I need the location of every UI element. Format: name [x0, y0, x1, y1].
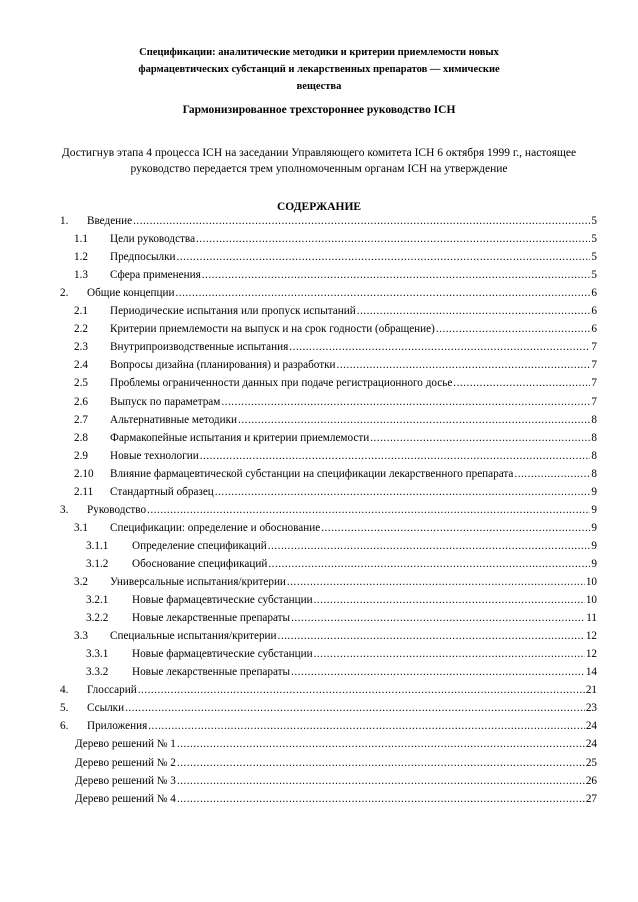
toc-entry-page: 9	[591, 485, 597, 498]
toc-entry-number: 3.	[60, 503, 69, 516]
toc-entry-page: 9	[591, 503, 597, 516]
toc-entry[interactable]	[75, 775, 597, 793]
toc-entry[interactable]	[86, 612, 597, 630]
toc-entry-title: Дерево решений № 3	[75, 774, 176, 787]
toc-entry-page: 21	[585, 684, 597, 697]
toc-leader-dots	[370, 432, 590, 444]
toc-entry[interactable]	[74, 414, 597, 432]
toc-entry-title: Внутрипроизводственные испытания	[110, 341, 289, 354]
intro-paragraph: Достигнув этапа 4 процесса ICH на заседании Управляющего комитета ICH 6 октября 1999 г., настоящее руководство передается трем уполномоченным органам ICH на утверждение	[61, 147, 577, 175]
toc-entry[interactable]	[74, 251, 597, 269]
toc-entry-title: Критерии приемлемости на выпуск и на срок годности (обращение)	[110, 323, 435, 336]
toc-entry-page: 12	[585, 648, 597, 661]
toc-entry[interactable]	[86, 594, 597, 612]
toc-leader-dots	[514, 468, 590, 480]
toc-entry-title: Стандартный образец	[110, 485, 214, 498]
toc-leader-dots	[337, 359, 591, 371]
toc-entry-title: Приложения	[87, 720, 148, 733]
toc-leader-dots	[238, 414, 590, 426]
toc-entry-number: 3.1	[74, 521, 88, 534]
toc-entry-title: Руководство	[87, 503, 147, 516]
toc-entry-title: Дерево решений № 4	[75, 792, 176, 805]
toc-entry[interactable]	[75, 793, 597, 811]
toc-entry[interactable]	[60, 720, 597, 738]
toc-entry-number: 2.10	[74, 467, 94, 480]
toc-leader-dots	[138, 684, 585, 696]
toc-entry-number: 2.1	[74, 305, 88, 318]
toc-entry-title: Определение спецификаций	[132, 539, 267, 552]
document-title	[60, 44, 578, 95]
toc-entry[interactable]	[60, 504, 597, 522]
toc-leader-dots	[436, 323, 591, 335]
toc-entry-number: 3.1.1	[86, 539, 109, 552]
toc-entry[interactable]	[74, 630, 597, 648]
document-subtitle: Гармонизированное трехстороннее руководство ICH	[182, 104, 456, 116]
toc-leader-dots	[215, 486, 591, 498]
toc-entry-page: 9	[591, 521, 597, 534]
toc-entry-page: 7	[591, 359, 597, 372]
toc-leader-dots	[196, 233, 590, 245]
toc-entry-number: 1.2	[74, 251, 88, 264]
toc-entry-page: 8	[591, 413, 597, 426]
toc-entry-number: 3.2.1	[86, 594, 109, 607]
toc-entry-number: 2.7	[74, 413, 88, 426]
toc-entry-page: 10	[585, 594, 597, 607]
toc-entry-title: Новые лекарственные препараты	[132, 612, 291, 625]
toc-entry-title: Универсальные испытания/критерии	[110, 576, 286, 588]
toc-entry-number: 3.3.1	[86, 648, 109, 661]
toc-entry-title: Новые фармацевтические субстанции	[132, 648, 313, 661]
toc-entry-title: Новые фармацевтические субстанции	[132, 594, 313, 607]
toc-entry-number: 3.2	[74, 576, 88, 588]
toc-entry-page: 24	[585, 738, 597, 751]
toc-entry-title: Проблемы ограниченности данных при подаче регистрационного досье	[110, 377, 453, 390]
toc-leader-dots	[175, 287, 590, 299]
toc-leader-dots	[147, 504, 590, 516]
toc-entry-page: 25	[585, 756, 597, 769]
toc-entry-number: 1.3	[74, 269, 88, 282]
toc-leader-dots	[278, 630, 585, 642]
toc-leader-dots	[177, 775, 585, 787]
toc-entry-title: Ссылки	[87, 702, 125, 715]
toc-entry-number: 2.9	[74, 449, 88, 462]
toc-entry-number: 5.	[60, 702, 69, 715]
toc-leader-dots	[125, 702, 585, 714]
toc-entry-number: 6.	[60, 720, 69, 733]
toc-entry[interactable]	[74, 432, 597, 450]
toc-entry[interactable]	[86, 648, 597, 666]
toc-entry-page: 11	[586, 612, 597, 625]
toc-entry-page: 6	[591, 305, 597, 318]
toc-entry-title: Новые лекарственные препараты	[132, 666, 291, 679]
toc-entry-number: 3.2.2	[86, 612, 109, 625]
toc-entry-title: Общие концепции	[87, 287, 175, 300]
toc-entry-number: 4.	[60, 684, 69, 697]
toc-leader-dots	[202, 269, 591, 281]
toc-heading: СОДЕРЖАНИЕ	[276, 201, 362, 213]
toc-entry-title: Сфера применения	[110, 269, 201, 282]
toc-leader-dots	[268, 558, 590, 570]
toc-leader-dots	[177, 793, 585, 805]
toc-entry[interactable]	[86, 558, 597, 576]
toc-entry-page: 7	[591, 395, 597, 408]
toc-entry-page: 8	[591, 467, 597, 480]
toc-leader-dots	[177, 757, 585, 769]
toc-entry[interactable]	[74, 522, 597, 540]
toc-leader-dots	[221, 396, 590, 408]
toc-entry-title: Обоснование спецификаций	[132, 557, 268, 570]
toc-entry-title: Альтернативные методики	[110, 413, 238, 426]
toc-entry-page: 8	[591, 431, 597, 444]
toc-entry-page: 12	[585, 630, 597, 643]
toc-entry[interactable]	[60, 215, 597, 233]
toc-leader-dots	[200, 450, 591, 462]
toc-entry[interactable]	[86, 666, 597, 684]
toc-entry-number: 3.1.2	[86, 557, 109, 570]
toc-leader-dots	[314, 648, 585, 660]
toc-leader-dots	[357, 305, 591, 317]
toc-entry[interactable]	[74, 396, 597, 414]
toc-entry-page: 7	[591, 377, 597, 390]
toc-entry[interactable]	[60, 702, 597, 720]
toc-entry[interactable]	[75, 738, 597, 756]
toc-entry[interactable]	[75, 757, 597, 775]
toc-entry[interactable]	[74, 233, 597, 251]
toc-entry-page: 24	[585, 720, 597, 733]
toc-entry-page: 23	[585, 702, 597, 715]
toc-entry-page: 5	[591, 215, 597, 227]
toc-entry-title: Введение	[87, 215, 133, 227]
toc-entry-title: Фармакопейные испытания и критерии приемлемости	[110, 431, 370, 444]
toc-entry[interactable]	[74, 450, 597, 468]
toc-entry-title: Дерево решений № 2	[75, 756, 176, 769]
toc-entry-page: 9	[591, 557, 597, 570]
toc-entry-number: 2.6	[74, 395, 88, 408]
toc-entry-number: 1.1	[74, 233, 88, 246]
toc-entry[interactable]	[86, 540, 597, 558]
toc-leader-dots	[291, 612, 585, 624]
toc-entry-number: 2.5	[74, 377, 88, 390]
toc-entry-page: 6	[591, 323, 597, 336]
toc-entry[interactable]	[60, 287, 597, 305]
toc-entry-title: Вопросы дизайна (планирования) и разработки	[110, 359, 336, 372]
toc-leader-dots	[148, 720, 585, 732]
toc-entry[interactable]	[74, 576, 597, 594]
toc-entry[interactable]	[74, 269, 597, 287]
toc-leader-dots	[289, 341, 590, 353]
toc-entry-title: Глоссарий	[87, 684, 137, 697]
toc-leader-dots	[177, 251, 591, 263]
toc-entry-page: 26	[585, 774, 597, 787]
toc-entry-number: 3.3.2	[86, 666, 109, 679]
toc-entry-number: 2.	[60, 287, 69, 300]
toc-entry[interactable]	[74, 377, 597, 395]
toc-entry-page: 8	[591, 449, 597, 462]
toc-entry[interactable]	[74, 323, 597, 341]
toc-entry-title: Предпосылки	[110, 251, 176, 264]
toc-entry-title: Влияние фармацевтической субстанции на спецификации лекарственного препарата	[110, 467, 514, 480]
toc-entry-number: 2.11	[74, 485, 94, 498]
toc-entry-title: Дерево решений № 1	[75, 738, 176, 751]
title-line-2: фармацевтических субстанций и лекарственных препаратов — химические	[138, 64, 500, 75]
toc-entry-title: Спецификации: определение и обоснование	[110, 521, 321, 534]
toc-entry[interactable]	[74, 341, 597, 359]
toc-entry[interactable]	[74, 486, 597, 504]
toc-entry-number: 2.8	[74, 431, 88, 444]
title-line-1: Спецификации: аналитические методики и критерии приемлемости новых	[139, 47, 499, 58]
toc-entry-number: 1.	[60, 215, 69, 227]
toc-entry-page: 14	[585, 666, 597, 679]
toc-entry[interactable]	[74, 305, 597, 323]
toc-entry-page: 5	[591, 233, 597, 246]
toc-entry-page: 10	[585, 576, 597, 588]
toc-entry-title: Цели руководства	[110, 233, 196, 246]
toc-entry-page: 9	[591, 539, 597, 552]
toc-entry-page: 5	[591, 269, 597, 282]
toc-leader-dots	[314, 594, 585, 606]
toc-leader-dots	[321, 522, 590, 534]
toc-entry-number: 2.4	[74, 359, 88, 372]
toc-leader-dots	[453, 377, 590, 389]
title-line-3: вещества	[296, 81, 342, 92]
toc-leader-dots	[268, 540, 591, 552]
toc-entry-page: 27	[585, 792, 597, 805]
toc-entry[interactable]	[74, 359, 597, 377]
toc-entry-title: Новые технологии	[110, 449, 199, 462]
toc-entry-page: 6	[591, 287, 597, 300]
toc-entry-number: 2.3	[74, 341, 88, 354]
toc-entry[interactable]	[60, 684, 597, 702]
toc-leader-dots	[287, 576, 585, 588]
toc-entry-page: 7	[591, 341, 597, 354]
toc-entry-number: 2.2	[74, 323, 88, 336]
toc-leader-dots	[291, 666, 585, 678]
toc-leader-dots	[133, 215, 590, 227]
toc-entry-page: 5	[591, 251, 597, 264]
toc-entry-title: Специальные испытания/критерии	[110, 630, 277, 643]
toc-entry-title: Периодические испытания или пропуск испытаний	[110, 305, 356, 318]
toc-entry-number: 3.3	[74, 630, 88, 643]
toc-entry-title: Выпуск по параметрам	[110, 395, 221, 408]
toc-leader-dots	[177, 738, 585, 750]
toc-entry[interactable]	[74, 468, 597, 486]
